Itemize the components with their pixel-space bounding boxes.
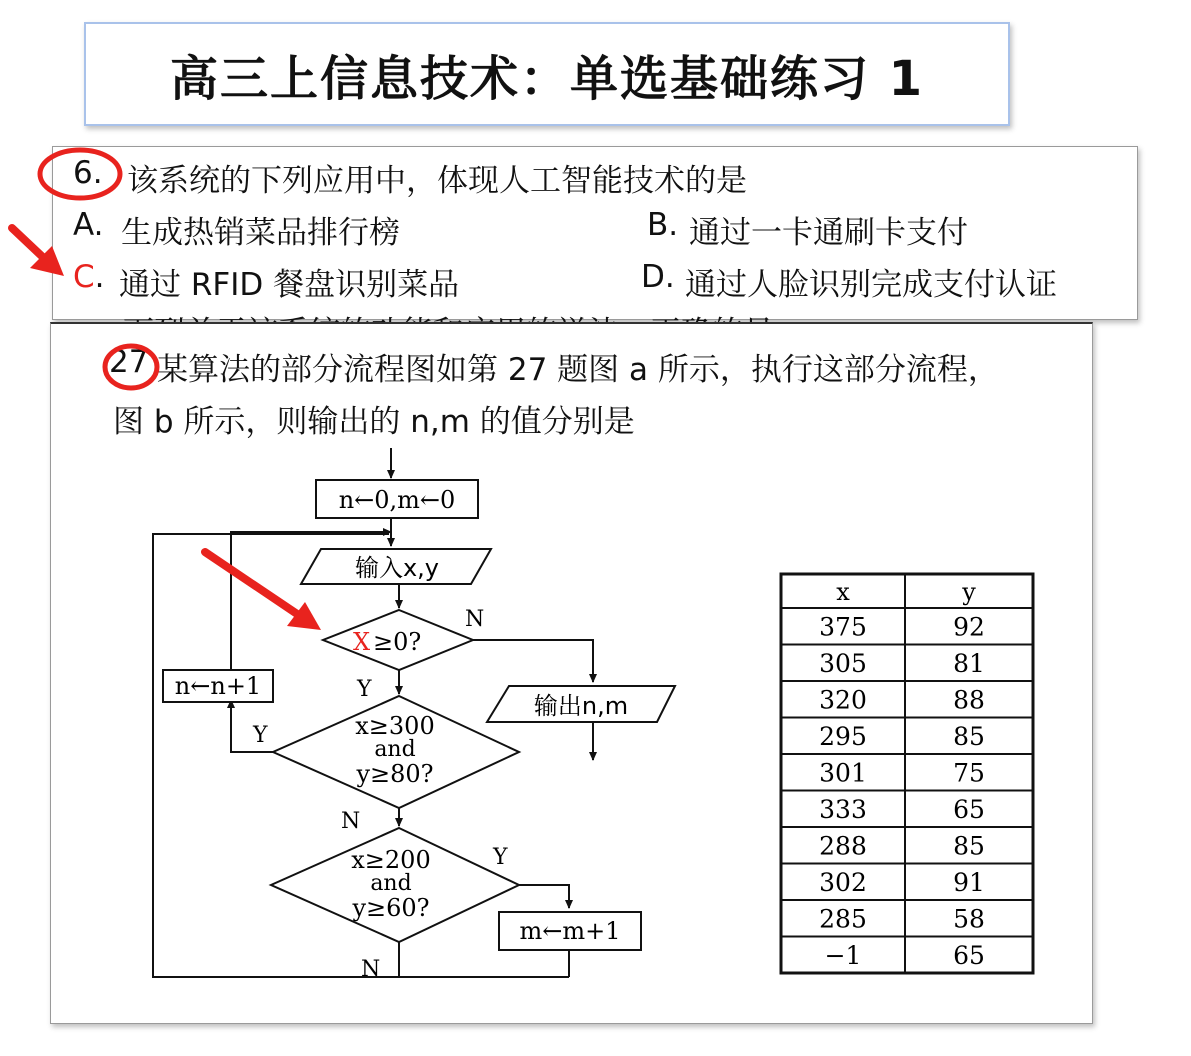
option-c-sep: .	[94, 259, 105, 295]
q27-stem-line2: 图 b 所示，则输出的 n,m 的值分别是	[113, 404, 635, 440]
cond3-line3: y≥60?	[352, 894, 430, 922]
inc-m-text: m←m+1	[519, 917, 621, 945]
q27-stem-line1: 某算法的部分流程图如第 27 题图 a 所示，执行这部分流程，	[157, 352, 999, 388]
table-cell-x: 305	[819, 649, 867, 678]
table-cell-x: 295	[819, 722, 867, 751]
cond1-text: ≥0?	[373, 628, 422, 656]
cond2-line2: and	[374, 737, 416, 762]
table-cell-y: 58	[953, 904, 985, 934]
cond3-yes-label: Y	[493, 845, 508, 870]
table-cell-x: 375	[819, 612, 867, 642]
table-cell-y: 65	[953, 795, 985, 824]
input-text: 输入x,y	[354, 554, 440, 582]
option-b-letter: B	[647, 207, 669, 243]
q27-number: 27	[109, 344, 149, 380]
table-cell-x: 288	[819, 831, 867, 861]
inc-n-text: n←n+1	[174, 672, 262, 700]
option-d-text: 通过人脸识别完成支付认证	[685, 267, 1057, 303]
page-title: 高三上信息技术：单选基础练习 1	[169, 50, 925, 107]
option-a-letter: A	[73, 207, 94, 243]
table-cell-y: 75	[953, 758, 985, 788]
table-cell-x: 285	[819, 904, 867, 934]
option-a[interactable]	[73, 207, 104, 243]
table-cell-x: 302	[819, 868, 867, 897]
table-cell-y: 81	[953, 649, 985, 678]
table-cell-x: 333	[819, 795, 867, 824]
table-cell-y: 91	[953, 868, 985, 897]
cond2-no-label: N	[341, 809, 361, 834]
table-cell-y: 92	[953, 612, 985, 642]
table-header-x: x	[836, 578, 850, 606]
q6-number: 6.	[73, 155, 103, 191]
cond3-line1: x≥200	[351, 846, 431, 874]
cond2-yes-label: Y	[253, 723, 268, 748]
cond2-line1: x≥300	[355, 712, 435, 740]
table-cell-x: 301	[819, 758, 867, 788]
option-b-sep: .	[668, 207, 679, 243]
table-header-y: y	[962, 578, 976, 606]
option-c-letter: C	[73, 259, 95, 295]
init-text: n←0,m←0	[338, 486, 456, 514]
flowchart-figure-a	[141, 442, 761, 1002]
cond1-x: X	[353, 628, 371, 656]
option-d-letter: D	[641, 259, 665, 295]
table-cell-x: 320	[819, 685, 867, 715]
data-table-figure-b	[777, 570, 1037, 990]
option-b[interactable]	[647, 207, 678, 243]
data-table	[781, 574, 1033, 973]
q6-stem: 该系统的下列应用中，体现人工智能技术的是	[127, 163, 747, 199]
table-cell-y: 65	[953, 941, 985, 970]
cond1-no-label: N	[465, 607, 485, 632]
cond1-yes-label: Y	[357, 677, 372, 702]
option-d-sep: .	[664, 259, 675, 295]
title-banner	[84, 22, 1010, 126]
output-text: 输出n,m	[533, 692, 629, 720]
table-cell-y: 85	[953, 831, 985, 861]
table-cell-y: 85	[953, 722, 985, 751]
table-cell-x: −1	[824, 941, 862, 970]
table-cell-y: 88	[953, 685, 985, 715]
option-d[interactable]	[641, 259, 675, 295]
question-6-panel	[52, 146, 1138, 320]
option-c[interactable]	[73, 259, 105, 295]
question-27-panel	[50, 322, 1093, 1024]
option-c-text: 通过 RFID 餐盘识别菜品	[119, 267, 460, 303]
option-a-sep: .	[93, 207, 104, 243]
cond2-line3: y≥80?	[356, 760, 434, 788]
cond3-line2: and	[370, 871, 412, 896]
option-a-text: 生成热销菜品排行榜	[121, 215, 400, 251]
option-b-text: 通过一卡通刷卡支付	[689, 215, 968, 251]
cond3-no-label: N	[361, 957, 381, 982]
